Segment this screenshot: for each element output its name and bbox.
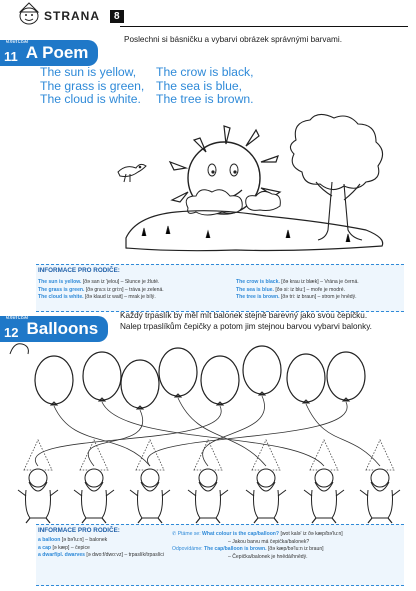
- exercise-11-number: 11: [4, 48, 18, 64]
- dwarf-feet: [138, 518, 162, 523]
- poem-line: The sea is blue,: [156, 78, 243, 93]
- dwarf-head: [85, 469, 103, 487]
- info-line: The crow is black. [ðə krau iz blæk] – Vrána je černá.: [236, 279, 359, 285]
- exercise-12-number: 12: [4, 324, 19, 340]
- header-rule: [120, 26, 408, 27]
- dwarf-body: [254, 490, 279, 518]
- info-line: The cloud is white. [ðə klaud iz wait] – mrak je bílý.: [38, 294, 156, 301]
- info-line: a cap [ə kæp] – čepice: [38, 544, 90, 551]
- info-left-column: [38, 537, 164, 560]
- tree-drawing: [290, 114, 382, 240]
- balloon: [287, 354, 325, 402]
- poem-line: The tree is brown.: [156, 92, 254, 106]
- sun-scene-illustration: [96, 112, 396, 260]
- dwarf-body: [26, 490, 51, 518]
- info-line: a dwarf/pl. dwarves [ə dwo:f/dwo:vz] – trpaslík/trpaslíci: [38, 552, 164, 559]
- hill-drawing: [126, 211, 383, 251]
- exercise-12-title: Balloons: [26, 319, 99, 338]
- poem-line: The sun is yellow,: [40, 65, 137, 79]
- dwarf-body: [312, 490, 337, 518]
- instruction-line: Nalep trpaslíkům čepičky a potom jim stejnou barvou vybarvi balonky.: [120, 322, 372, 332]
- dwarf-body: [368, 490, 393, 518]
- info-right-column: [236, 279, 359, 302]
- dwarf-head: [141, 469, 159, 487]
- exercise-11-small-label: exercise: [6, 39, 29, 45]
- exercise-12-small-label: exercise: [6, 315, 29, 321]
- ear-icon: ✆: [172, 531, 178, 537]
- info-box-exercise-11: [36, 264, 404, 312]
- poem-line: The crow is black,: [156, 65, 254, 79]
- info-right-column: [172, 531, 412, 561]
- balloon: [121, 360, 159, 408]
- info-line: – Čepička/balonek je hnědá/hnědý.: [228, 553, 308, 560]
- balloon: [159, 348, 197, 396]
- exercise-11-title: A Poem: [25, 43, 89, 62]
- info-line: The sun is yellow. [ðə san iz 'jelou] – Slunce je žluté.: [38, 279, 160, 285]
- dwarf-feet: [312, 518, 336, 523]
- info-line: The grass is green. [ðə gra:s iz gri:n] – tráva je zelená.: [38, 286, 164, 293]
- crow-drawing: [118, 164, 146, 182]
- exercise-12-tag: [0, 316, 108, 342]
- balloon: [327, 352, 365, 400]
- info-box-title: INFORMACE PRO RODIČE:: [38, 527, 120, 534]
- poem-line: The cloud is white.: [40, 92, 141, 106]
- balloon: [35, 356, 73, 404]
- balloon-string: [35, 406, 221, 466]
- exercise-11-tag: [0, 40, 98, 66]
- exercise-11-instruction: Poslechni si básničku a vybarvi obrázek správnými barvami.: [124, 35, 342, 44]
- balloon-string: [178, 398, 266, 466]
- balloon: [83, 352, 121, 400]
- mascot-logo: [14, 2, 44, 26]
- dwarf-head: [371, 469, 389, 487]
- exercise-12-instruction: [120, 310, 372, 333]
- info-line: – Jakou barvu má čepička/balonek?: [228, 538, 310, 545]
- info-line: a balloon [ə bə'lu:n] – balonek: [38, 537, 108, 543]
- instruction-line: Každý trpaslík by měl mít balonek stejně barevný jako svou čepičku.: [120, 311, 368, 320]
- dwarf-feet: [368, 518, 392, 523]
- info-line: ✆ Ptáme se: What colour is the cap/balloon? [wot kalə' iz ðə kæp/bə'lu:n]: [172, 531, 343, 537]
- balloon: [201, 356, 239, 404]
- dwarf-body: [196, 490, 221, 518]
- dwarf-feet: [26, 518, 50, 523]
- info-line: The tree is brown. [ðə tri: iz braun] – strom je hnědý.: [236, 294, 357, 301]
- sun-rays: [170, 126, 280, 202]
- info-left-column: [38, 279, 164, 302]
- info-line: The sea is blue. [ðə si: iz blu:] – moře je modré.: [236, 286, 345, 293]
- page-header: [44, 6, 124, 26]
- dwarf-body: [82, 490, 107, 518]
- dwarf-head: [257, 469, 275, 487]
- dwarf-feet: [254, 518, 278, 523]
- balloons-dwarves-illustration: [14, 340, 410, 524]
- page-number-badge: 8: [110, 10, 124, 23]
- dwarf-head: [29, 469, 47, 487]
- balloon-string: [102, 402, 324, 466]
- poem-left-column: [40, 66, 144, 107]
- balloon-string: [147, 402, 347, 466]
- balloon: [243, 346, 281, 394]
- info-box-title: INFORMACE PRO RODIČE:: [38, 267, 120, 274]
- info-line: Odpovídáme: The cap/balloon is brown. [ðə kæp/bə'lu:n iz braun]: [172, 546, 324, 553]
- dwarf-feet: [196, 518, 220, 523]
- poem-line: The grass is green,: [40, 78, 145, 93]
- info-box-exercise-12: [36, 524, 404, 586]
- dwarf-body: [138, 490, 163, 518]
- poem-right-column: [156, 66, 254, 107]
- balloon-string: [306, 404, 380, 466]
- dwarf-head: [199, 469, 217, 487]
- dwarf-head: [315, 469, 333, 487]
- strana-label: STRANA: [44, 9, 100, 23]
- dwarf-feet: [82, 518, 106, 523]
